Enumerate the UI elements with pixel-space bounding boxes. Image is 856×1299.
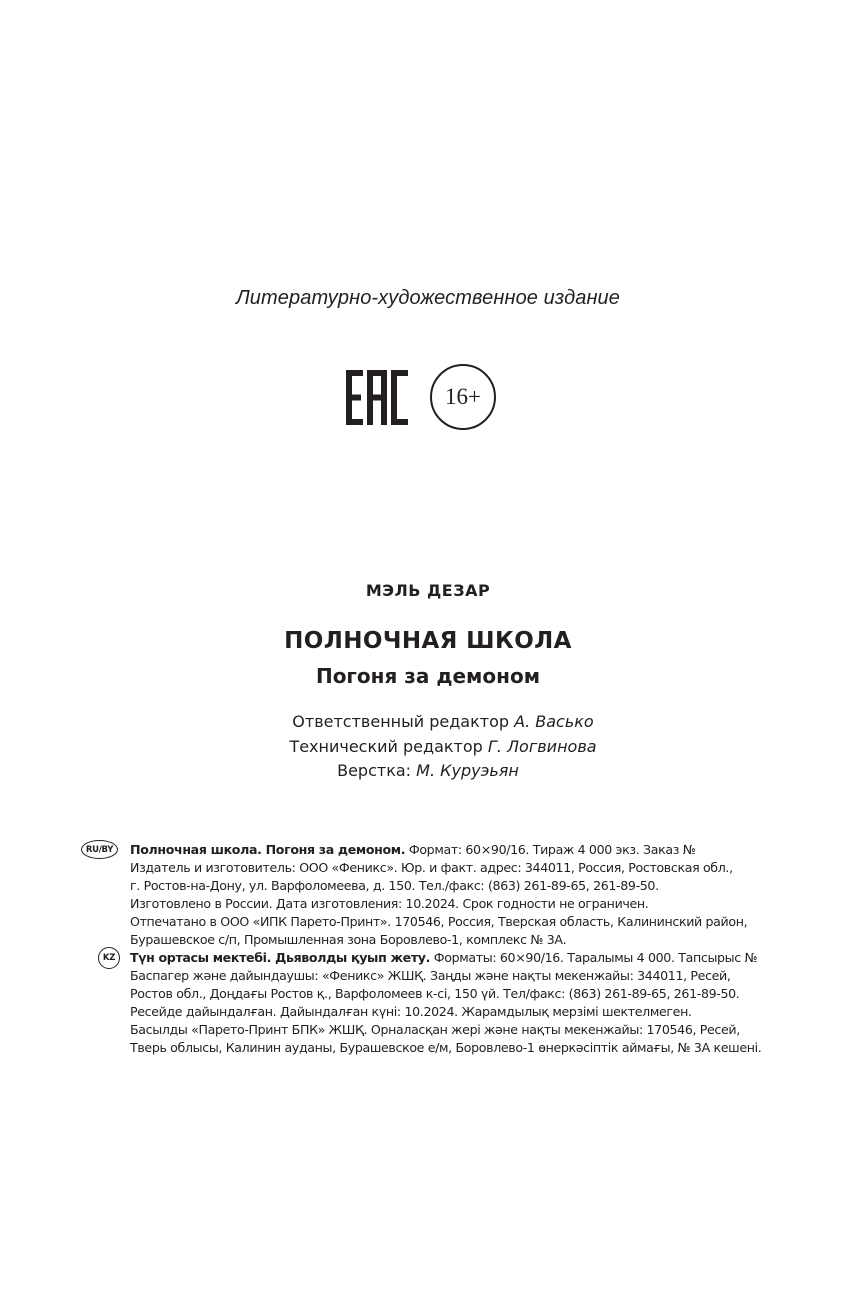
credit-name: М. Куруэьян [416, 761, 519, 780]
imprint-ru-lead: Полночная школа. Погоня за демоном. [130, 842, 406, 857]
credit-name: Г. Логвинова [487, 737, 597, 756]
imprint-line: Ростов обл., Доңдағы Ростов қ., Варфоломеев к-сі, 150 үй. Тел/факс: (863) 261-89-65, 261-89-50. [130, 986, 740, 1001]
imprint-line: Тверь облысы, Калинин ауданы, Бурашевское е/м, Боровлево-1 өнеркәсіптік аймағы, № 3А кешені. [130, 1040, 762, 1055]
credit-role: Ответственный редактор [292, 712, 510, 731]
imprint-line: Басылды «Парето-Принт БПК» ЖШҚ. Орналасқан жері және нақты мекенжайы: 170546, Ресей, [130, 1022, 740, 1037]
imprint-line: Изготовлено в России. Дата изготовления: 10.2024. Срок годности не ограничен. [130, 896, 649, 911]
edition-type: Литературно-художественное издание [235, 287, 620, 309]
credit-role: Верстка: [337, 761, 412, 780]
ru-by-badge: RU/BY [81, 840, 118, 859]
credit-line [0, 761, 856, 780]
credit-line [0, 712, 856, 731]
imprint-kz-lead-rest: Форматы: 60×90/16. Таралымы 4 000. Тапсырыс № [430, 950, 758, 965]
imprint-kz-lead: Түн ортасы мектебі. Дьяволды қуып жету. [130, 950, 431, 965]
book-title: ПОЛНОЧНАЯ ШКОЛА [284, 628, 572, 654]
kz-badge: KZ [98, 947, 120, 969]
imprint-line: Баспагер және дайындаушы: «Феникс» ЖШҚ. Заңды және нақты мекенжайы: 344011, Ресей, [130, 968, 731, 983]
eac-conformity-logo [344, 370, 410, 425]
imprint-line: Ресейде дайындалған. Дайындалған күні: 10.2024. Жарамдылық мерзімі шектелмеген. [130, 1004, 692, 1019]
credit-role: Технический редактор [289, 737, 483, 756]
imprint-line: Издатель и изготовитель: ООО «Феникс». Юр. и факт. адрес: 344011, Россия, Ростовская обл., [130, 860, 733, 875]
book-subtitle: Погоня за демоном [315, 664, 541, 688]
credit-name: А. Васько [514, 712, 594, 731]
imprint-kz-lead-line [130, 950, 757, 965]
imprint-ru-lead-line [130, 842, 696, 857]
imprint-line: Отпечатано в ООО «ИПК Парето-Принт». 170546, Россия, Тверская область, Калининский район, [130, 914, 748, 929]
credit-line [0, 737, 856, 756]
imprint-ru-lead-rest: Формат: 60×90/16. Тираж 4 000 экз. Заказ № [405, 842, 696, 857]
author-name: МЭЛЬ ДЕЗАР [365, 581, 491, 600]
imprint-line: г. Ростов-на-Дону, ул. Варфоломеева, д. 150. Тел./факс: (863) 261-89-65, 261-89-50. [130, 878, 659, 893]
imprint-line: Бурашевское с/п, Промышленная зона Боровлево-1, комплекс № 3А. [130, 932, 567, 947]
age-rating-badge: 16+ [430, 364, 496, 430]
